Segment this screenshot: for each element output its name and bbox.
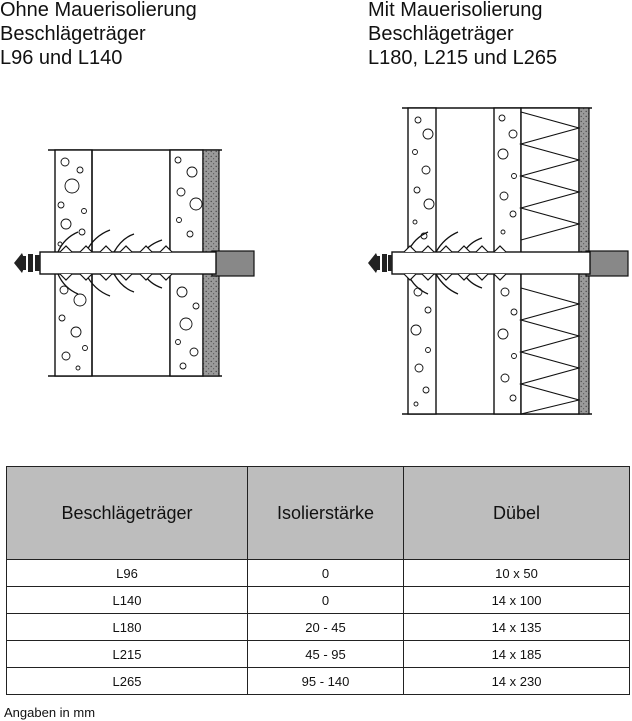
cell-dowel: 14 x 100	[404, 587, 630, 614]
cell-insulation: 20 - 45	[248, 614, 404, 641]
header-dowel: Dübel	[404, 467, 630, 560]
table-row	[7, 587, 630, 614]
units-footnote: Angaben in mm	[4, 705, 96, 720]
cell-carrier: L180	[7, 614, 248, 641]
cell-dowel: 14 x 185	[404, 641, 630, 668]
table-header-row	[7, 467, 630, 560]
dowel-spec-table	[6, 466, 630, 695]
right-heading-line-3: L180, L215 und L265	[368, 47, 558, 69]
table-row	[7, 614, 630, 641]
right-wall-diagram	[368, 108, 628, 414]
table-row	[7, 641, 630, 668]
right-heading-line-2: Beschlägeträger	[368, 23, 514, 45]
left-heading-line-3: L96 und L140	[0, 47, 123, 69]
right-heading-line-1: Mit Mauerisolierung	[368, 0, 543, 21]
cell-dowel: 14 x 230	[404, 668, 630, 695]
left-dowel-body	[40, 252, 216, 274]
cell-insulation: 0	[248, 587, 404, 614]
header-carrier: Beschlägeträger	[7, 467, 248, 560]
cell-carrier: L140	[7, 587, 248, 614]
left-carrier-rod	[212, 251, 254, 276]
cell-carrier: L96	[7, 560, 248, 587]
cell-insulation: 0	[248, 560, 404, 587]
right-dowel-body	[392, 252, 590, 274]
left-heading-line-1: Ohne Mauerisolierung	[0, 0, 197, 21]
cell-carrier: L265	[7, 668, 248, 695]
cell-dowel: 10 x 50	[404, 560, 630, 587]
left-heading-line-2: Beschlägeträger	[0, 23, 146, 45]
left-wall-diagram	[14, 150, 254, 376]
cell-carrier: L215	[7, 641, 248, 668]
cell-insulation: 45 - 95	[248, 641, 404, 668]
right-carrier-rod	[586, 251, 628, 276]
cell-dowel: 14 x 135	[404, 614, 630, 641]
header-insulation: Isolierstärke	[248, 467, 404, 560]
table-row	[7, 668, 630, 695]
cell-insulation: 95 - 140	[248, 668, 404, 695]
table-row	[7, 560, 630, 587]
